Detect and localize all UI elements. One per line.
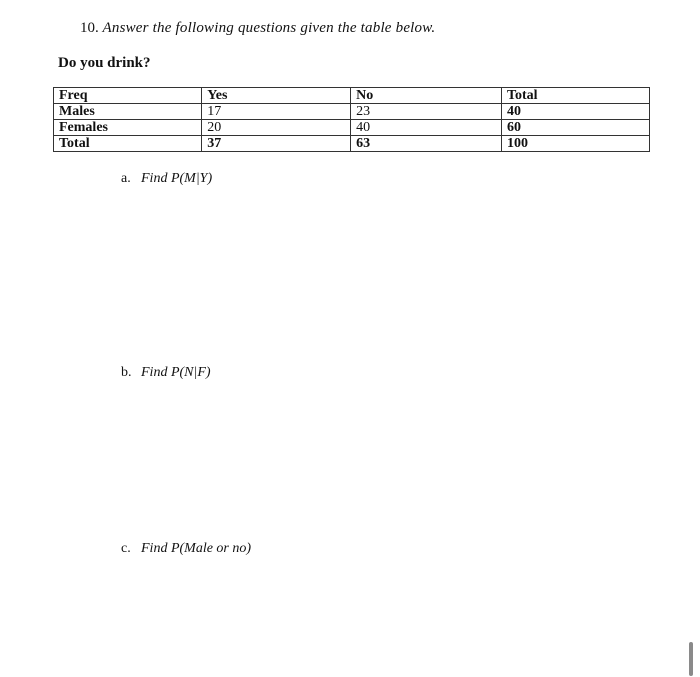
table-cell: 100: [501, 136, 649, 152]
table-header-cell: Total: [501, 88, 649, 104]
part-text: Find P(Male or no): [141, 541, 252, 556]
table-cell: 40: [501, 104, 649, 120]
table-cell: 17: [202, 104, 351, 120]
table-row: [54, 136, 650, 152]
table-header-cell: Yes: [202, 88, 351, 104]
table-cell: 37: [202, 136, 351, 152]
part-label: a.: [121, 171, 131, 186]
part-a: [121, 171, 212, 187]
table-cell: 63: [351, 136, 502, 152]
row-label: Total: [54, 136, 202, 152]
part-b: [121, 365, 211, 381]
table-header-cell: No: [351, 88, 502, 104]
vertical-scrollbar[interactable]: [689, 642, 693, 676]
part-label: b.: [121, 365, 132, 380]
table-cell: 40: [351, 120, 502, 136]
part-c: [121, 541, 251, 557]
table-cell: 60: [501, 120, 649, 136]
table-cell: 20: [202, 120, 351, 136]
table-row: [54, 120, 650, 136]
part-text: Find P(M|Y): [141, 171, 213, 186]
part-text: Find P(N|F): [141, 365, 211, 380]
part-label: c.: [121, 541, 131, 556]
table-header-cell: Freq: [54, 88, 202, 104]
table-subheading: Do you drink?: [58, 55, 151, 71]
row-label: Females: [54, 120, 202, 136]
question-number: 10.: [80, 20, 99, 36]
question-heading: [80, 20, 435, 37]
frequency-table: [53, 87, 650, 152]
table-cell: 23: [351, 104, 502, 120]
table-header-row: [54, 88, 650, 104]
question-text: Answer the following questions given the table below.: [102, 20, 436, 36]
table-row: [54, 104, 650, 120]
row-label: Males: [54, 104, 202, 120]
